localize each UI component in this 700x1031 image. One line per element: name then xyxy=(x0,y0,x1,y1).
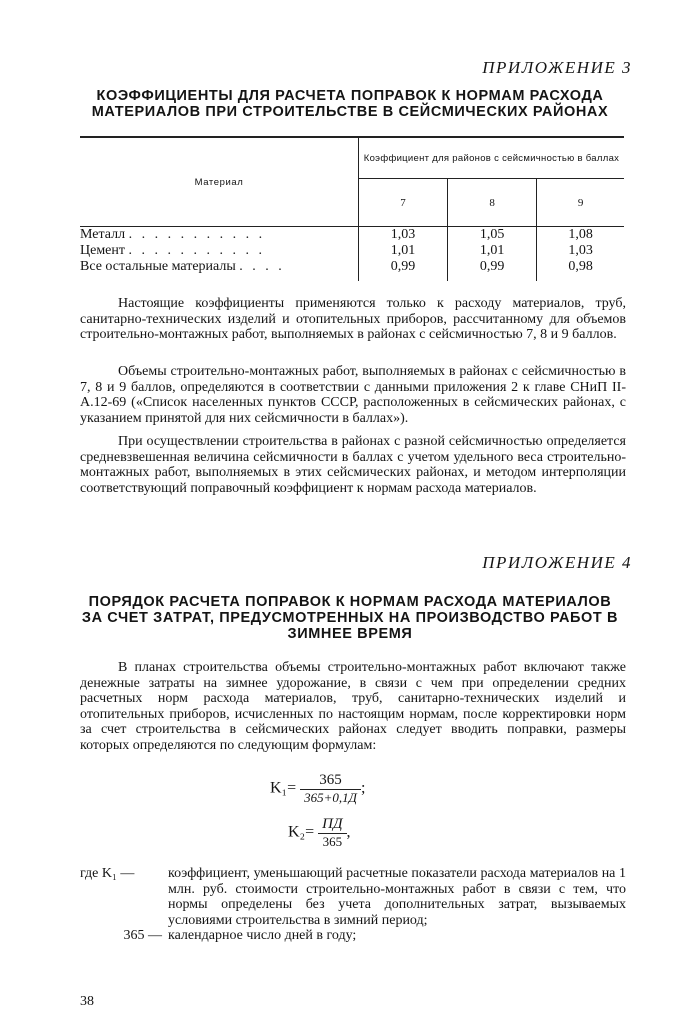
formula-k2-end: , xyxy=(346,823,351,841)
formula-k1-numerator: 365 xyxy=(319,772,342,788)
formula-k2-fraction xyxy=(318,816,346,850)
appendix-3-label: ПРИЛОЖЕНИЕ 3 xyxy=(482,58,632,77)
value-9: 0,98 xyxy=(568,259,593,274)
value-7: 1,03 xyxy=(390,227,416,242)
appendix-3-title: КОЭФФИЦИЕНТЫ ДЛЯ РАСЧЕТА ПОПРАВОК К НОРМАМ РАСХОДА МАТЕРИАЛОВ ПРИ СТРОИТЕЛЬСТВЕ В СЕЙСМИЧЕСКИХ РАЙОНАХ xyxy=(91,88,609,120)
definition-item xyxy=(80,928,626,944)
definition-key: где K₁ — xyxy=(80,866,135,881)
formula-k2-denominator: 365 xyxy=(318,833,346,850)
appendix-4-paragraph: В планах строительства объемы строительно-монтажных работ включают также денежные затраты на зимнее удорожание, в связи с чем при определении средних расчетных норм расхода материалов, труб, санитарно-технических изделий и отопительных приборов, исчисленных по настоящим нормам, после корректировки норм за счет строительства в сейсмических районах следует вводить поправки, размеры которых определяются по следующим формулам: xyxy=(80,660,626,753)
material-name: Цемент . . . . . . . . . . . xyxy=(80,243,266,258)
definition-item xyxy=(80,866,626,928)
table-row xyxy=(80,227,624,282)
formula-k1-lhs: K₁= xyxy=(270,779,297,797)
formula-k2-lhs: K₂= xyxy=(288,823,315,841)
value-9: 1,03 xyxy=(568,243,593,258)
material-name: Все остальные материалы . . . . xyxy=(80,259,285,274)
formula-k1-denominator: 365+0,1Д xyxy=(300,789,361,806)
value-9: 1,08 xyxy=(568,227,593,242)
value-8: 1,05 xyxy=(479,227,505,242)
value-8: 0,99 xyxy=(479,259,505,274)
appendix-3-paragraph-2: Объемы строительно-монтажных работ, выполняемых в районах с сейсмичностью в 7, 8 и 9 баллов, определяются в соответствии с данными приложения 2 к главе СНиП II-А.12-69 («Список населенных пунктов СССР, расположенных в сейсмических районах, с указанием принятой для них сейсмичности в баллах»). xyxy=(80,364,626,426)
definitions-list xyxy=(80,866,626,944)
value-8: 1,01 xyxy=(479,243,505,258)
formula-k2-numerator: ПД xyxy=(322,816,343,832)
value-7: 0,99 xyxy=(390,259,416,274)
formula-k1-fraction xyxy=(300,772,361,806)
col-header-9: 9 xyxy=(537,179,624,227)
definition-key: 365 — xyxy=(123,928,162,943)
col-header-material: Материал xyxy=(80,137,359,227)
formula-k1 xyxy=(270,772,365,806)
material-name: Металл . . . . . . . . . . . xyxy=(80,227,266,242)
formula-k1-end: ; xyxy=(360,779,366,797)
definition-text: коэффициент, уменьшающий расчетные показатели расхода материалов на 1 млн. руб. стоимости строительно-монтажных работ в связи с тем, что нормы определены без учета дополнительных затрат, вызываемых условиями строительства в зимний период; xyxy=(168,866,626,928)
appendix-4-title: ПОРЯДОК РАСЧЕТА ПОПРАВОК К НОРМАМ РАСХОДА МАТЕРИАЛОВ ЗА СЧЕТ ЗАТРАТ, ПРЕДУСМОТРЕННЫХ НА ПРОИЗВОДСТВО РАБОТ В ЗИМНЕЕ ВРЕМЯ xyxy=(81,594,619,642)
value-7: 1,01 xyxy=(390,243,416,258)
appendix-3-paragraph-1: Настоящие коэффициенты применяются только к расходу материалов, труб, санитарно-технических изделий и отопительных приборов, рассчитанному для объемов строительно-монтажных работ, выполняемых в районах с сейсмичностью 7, 8 и 9 баллов. xyxy=(80,296,626,342)
coefficient-table xyxy=(80,136,624,281)
page-number: 38 xyxy=(80,994,94,1009)
definition-text: календарное число дней в году; xyxy=(168,928,357,943)
appendix-4-label: ПРИЛОЖЕНИЕ 4 xyxy=(482,553,632,572)
appendix-3-paragraph-3: При осуществлении строительства в районах с разной сейсмичностью определяется средневзвешенная величина сейсмичности в баллах с учетом удельного веса строительно-монтажных работ, выполняемых в этих сейсмических районах, и методом интерполяции соответствующий поправочный коэффициент к нормам расхода материалов. xyxy=(80,434,626,496)
col-header-8: 8 xyxy=(448,179,537,227)
formula-k2 xyxy=(288,816,351,850)
col-header-7: 7 xyxy=(359,179,448,227)
col-header-coefficient: Коэффициент для районов с сейсмичностью в баллах xyxy=(359,137,625,179)
